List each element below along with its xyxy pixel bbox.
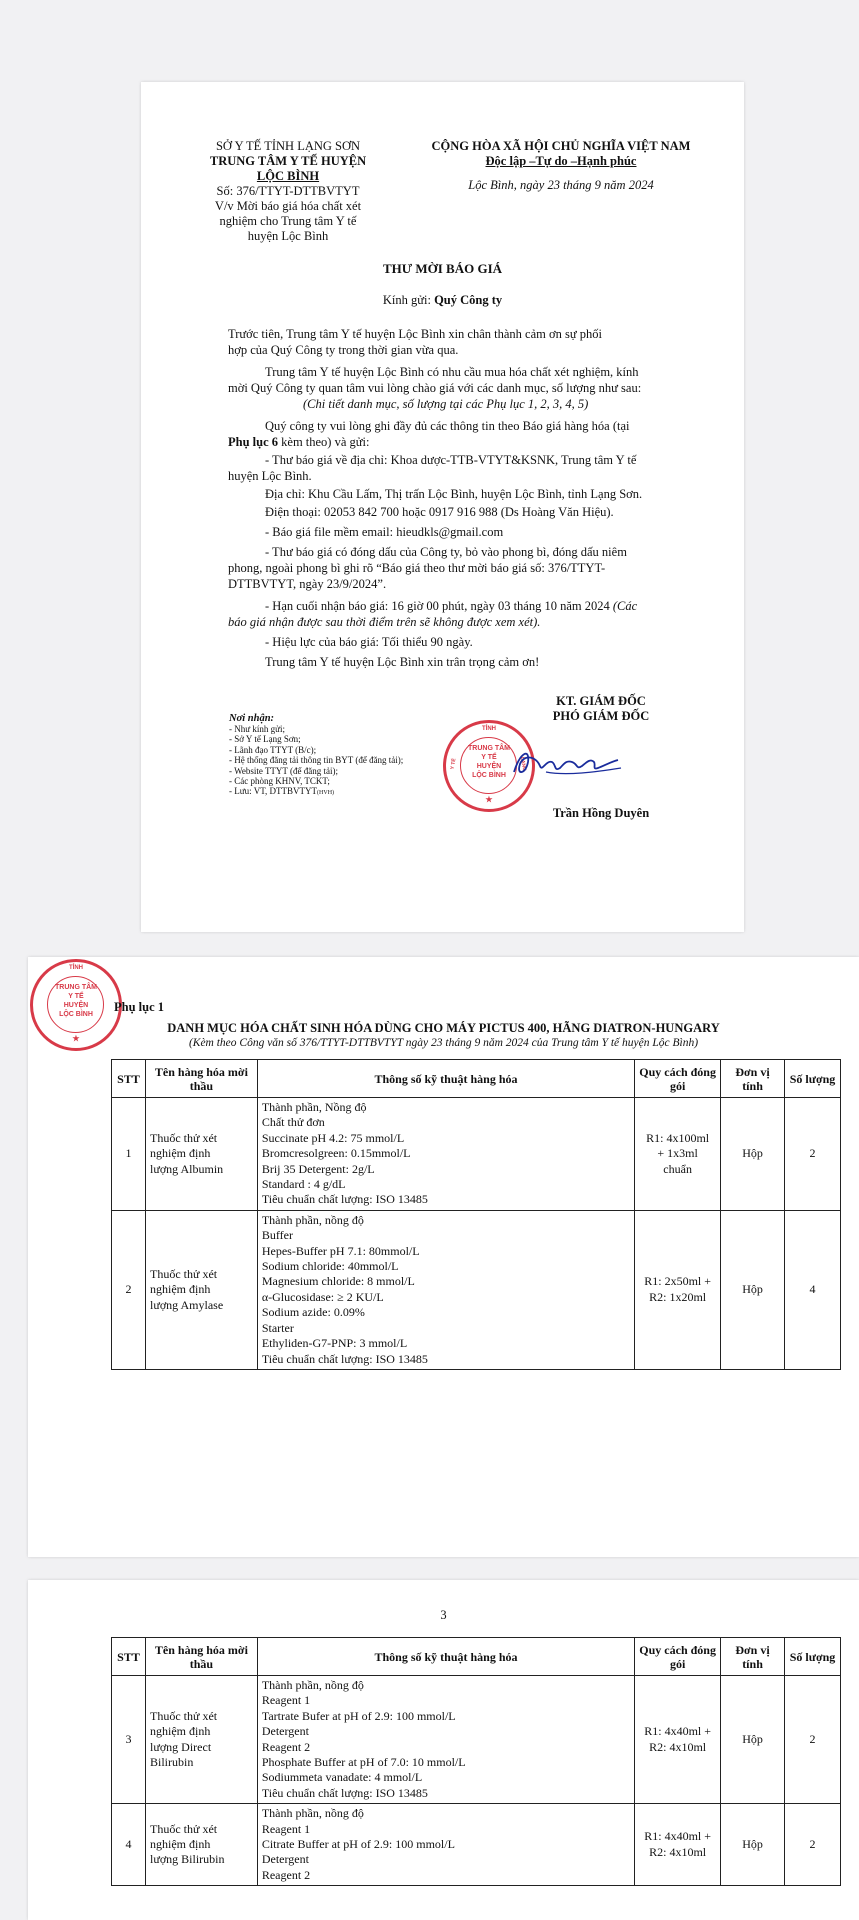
stamp-top-text: TỈNH <box>69 965 83 971</box>
header-spec: Thông số kỹ thuật hàng hóa <box>257 1638 634 1676</box>
recipient-line: - Lãnh đạo TTYT (B/c); <box>229 744 317 755</box>
stamp-arc-left: Y TẾ <box>449 758 458 770</box>
header-spec: Thông số kỹ thuật hàng hóa <box>257 1060 634 1098</box>
row-spec <box>257 1210 634 1369</box>
para3-line1: Quý công ty vui lòng ghi đầy đủ các thông tin theo Báo giá hàng hóa (tại <box>265 419 630 433</box>
deadline-italic-start: (Các <box>612 599 638 613</box>
stamp-line2: Y TẾ <box>68 993 84 1000</box>
name-line: nghiệm định <box>149 1724 211 1739</box>
table-row <box>112 1676 841 1804</box>
greeting-recipient: Quý Công ty <box>434 293 503 307</box>
spec-line: Thành phần, nồng độ <box>261 1678 364 1692</box>
spec-line: Chất thử đơn <box>261 1115 325 1130</box>
spec-line: Hepes-Buffer pH 7.1: 80mmol/L <box>261 1243 420 1258</box>
row-name <box>145 1098 257 1211</box>
para2-line2: mời Quý Công ty quan tâm vui lòng chào giá với các danh mục, số lượng như sau: <box>228 381 642 395</box>
appendix-page-continued <box>28 1580 859 1920</box>
row-unit: Hộp <box>721 1804 785 1886</box>
stamp-line1: TRUNG TÂM <box>468 745 510 752</box>
center-name-line1: TRUNG TÂM Y TẾ HUYỆN <box>209 154 367 168</box>
row-pack <box>635 1098 721 1211</box>
appendix-table <box>111 1059 841 1370</box>
seal-line3: DTTBVTYT, ngày 23/9/2024”. <box>228 577 387 591</box>
row-spec <box>257 1098 634 1211</box>
recipient-line: - Sở Y tế Lạng Sơn; <box>229 734 301 745</box>
pack-line: chuẩn <box>663 1161 692 1176</box>
spec-line: Detergent <box>261 1724 309 1739</box>
email-line: - Báo giá file mềm email: hieudkls@gmail.com <box>265 525 504 539</box>
name-line: nghiệm định <box>149 1282 211 1297</box>
row-pack <box>635 1210 721 1369</box>
stamp-line4: LỘC BÌNH <box>472 772 506 779</box>
spec-line: Sodium azide: 0.09% <box>261 1305 365 1320</box>
signer-name: Trần Hồng Duyên <box>552 806 650 820</box>
appendix-title: DANH MỤC HÓA CHẤT SINH HÓA DÙNG CHO MÁY PICTUS 400, HÃNG DIATRON-HUNGARY <box>167 1021 720 1035</box>
address-line2: huyện Lộc Bình. <box>228 469 312 483</box>
name-line: Thuốc thử xét <box>149 1130 218 1145</box>
spec-line: Tiêu chuẩn chất lượng: ISO 13485 <box>261 1785 428 1800</box>
row-name <box>145 1804 257 1886</box>
row-stt: 3 <box>112 1676 146 1804</box>
pack-line: R2: 1x20ml <box>649 1289 707 1304</box>
street-address: Địa chỉ: Khu Cầu Lấm, Thị trấn Lộc Bình, huyện Lộc Bình, tỉnh Lạng Sơn. <box>265 487 643 501</box>
row-unit: Hộp <box>721 1676 785 1804</box>
name-line: Thuốc thử xét <box>149 1821 218 1836</box>
recipient-initials: (HVH) <box>317 790 335 797</box>
spec-line: Bromcresolgreen: 0.15mmol/L <box>261 1146 411 1161</box>
phone-line: Điện thoại: 02053 842 700 hoặc 0917 916 988 (Ds Hoàng Văn Hiệu). <box>265 505 614 519</box>
appendix6-ref: Phụ lục 6 <box>228 435 279 449</box>
deadline-line2: báo giá nhận được sau thời điểm trên sẽ không được xem xét). <box>228 615 541 629</box>
row-spec <box>257 1804 634 1886</box>
table-header-row <box>112 1638 841 1676</box>
table-row <box>112 1098 841 1211</box>
spec-line: Thành phần, nồng độ <box>261 1212 364 1227</box>
spec-line: Tartrate Bufer at pH of 2.9: 100 mmol/L <box>261 1708 456 1723</box>
para3-line2 <box>228 435 370 451</box>
header-stt: STT <box>112 1638 146 1676</box>
row-unit: Hộp <box>721 1098 785 1211</box>
greeting-label: Kính gửi: <box>382 293 435 307</box>
pack-line: R1: 4x40ml + <box>644 1724 712 1739</box>
spec-line: Brij 35 Detergent: 2g/L <box>261 1161 375 1176</box>
row-pack <box>635 1804 721 1886</box>
name-line: Thuốc thử xét <box>149 1266 218 1281</box>
spec-line: Reagent 1 <box>261 1693 311 1708</box>
row-pack <box>635 1676 721 1804</box>
table-row <box>112 1210 841 1369</box>
validity-line: - Hiệu lực của báo giá: Tối thiểu 90 ngày. <box>265 635 473 649</box>
pack-line: + 1x3ml <box>657 1146 698 1161</box>
pack-line: R2: 4x10ml <box>649 1844 707 1859</box>
thanks-line: Trung tâm Y tế huyện Lộc Bình xin trân trọng cảm ơn! <box>265 655 540 669</box>
table-header-row <box>112 1060 841 1098</box>
pack-line: R1: 2x50ml + <box>644 1274 712 1289</box>
row-name <box>145 1676 257 1804</box>
spec-line: Succinate pH 4.2: 75 mmol/L <box>261 1130 405 1145</box>
header-stt: STT <box>112 1060 146 1098</box>
letter-date: Lộc Bình, ngày 23 tháng 9 năm 2024 <box>468 178 654 192</box>
spec-line: Reagent 1 <box>261 1821 311 1836</box>
seal-line1: - Thư báo giá có đóng dấu của Công ty, bỏ vào phong bì, đóng dấu niêm <box>265 545 627 559</box>
spec-line: Reagent 2 <box>261 1739 311 1754</box>
name-line: lượng Albumin <box>149 1161 224 1176</box>
sign-line1: KT. GIÁM ĐỐC <box>556 694 646 708</box>
spec-line: Detergent <box>261 1852 309 1867</box>
header-unit: Đơn vị tính <box>721 1060 785 1098</box>
recipient-line: - Như kính gửi; <box>229 724 286 734</box>
spec-line: Sodium chloride: 40mmol/L <box>261 1259 399 1274</box>
spec-line: Ethyliden-G7-PNP: 3 mmol/L <box>261 1336 408 1351</box>
para2-note: (Chi tiết danh mục, số lượng tại các Phụ lục 1, 2, 3, 4, 5) <box>303 397 589 411</box>
pack-line: R1: 4x100ml <box>646 1130 710 1145</box>
appendix-label: Phụ lục 1 <box>114 1000 165 1014</box>
header-qty: Số lượng <box>785 1638 841 1676</box>
letter-title: THƯ MỜI BÁO GIÁ <box>382 261 503 276</box>
stamp-top-text: TỈNH <box>482 726 496 732</box>
page-number: 3 <box>440 1608 447 1622</box>
recipients-title: Nơi nhận: <box>229 713 275 724</box>
stamp-star: ★ <box>485 795 493 804</box>
spec-line: Starter <box>261 1320 294 1335</box>
para2-line1: Trung tâm Y tế huyện Lộc Bình có nhu cầu mua hóa chất xét nghiệm, kính <box>265 365 639 379</box>
spec-line: Tiêu chuẩn chất lượng: ISO 13485 <box>261 1351 428 1366</box>
spec-line: Phosphate Buffer at pH of 7.0: 10 mmol/L <box>261 1755 466 1770</box>
spec-line: α-Glucosidase: ≥ 2 KU/L <box>261 1289 384 1304</box>
name-line: lượng Bilirubin <box>149 1852 225 1867</box>
row-unit: Hộp <box>721 1210 785 1369</box>
subject-line3: huyện Lộc Bình <box>247 229 329 243</box>
header-pack: Quy cách đóng gói <box>635 1060 721 1098</box>
row-stt: 2 <box>112 1210 146 1369</box>
recipient-line: - Hệ thống đăng tải thông tin BYT (để đăng tải); <box>229 755 404 766</box>
recipient-archive: - Lưu: VT, DTTBVTYT <box>229 786 318 797</box>
spec-line: Magnesium chloride: 8 mmol/L <box>261 1274 415 1289</box>
spec-line: Buffer <box>261 1228 293 1243</box>
header-name: Tên hàng hóa mời thầu <box>145 1638 257 1676</box>
left-header <box>200 139 376 244</box>
appendix-table-continued <box>111 1637 841 1886</box>
deadline-text: - Hạn cuối nhận báo giá: 16 giờ 00 phút, ngày 03 tháng 10 năm 2024 <box>265 599 613 613</box>
para1-line2: hợp của Quý Công ty trong thời gian vừa qua. <box>228 343 459 357</box>
department-name: SỞ Y TẾ TỈNH LẠNG SƠN <box>215 139 361 153</box>
spec-line: Reagent 2 <box>261 1867 311 1882</box>
appendix-page <box>28 957 859 1557</box>
letter-page <box>141 82 744 932</box>
row-stt: 1 <box>112 1098 146 1211</box>
stamp-line3: HUYỆN <box>476 763 502 770</box>
greeting <box>141 293 744 308</box>
recipient-line: - Website TTYT (để đăng tải); <box>229 765 338 776</box>
row-qty: 4 <box>785 1210 841 1369</box>
stamp-line1: TRUNG TÂM <box>55 984 97 991</box>
row-spec <box>257 1676 634 1804</box>
right-header <box>411 139 711 193</box>
table-row <box>112 1804 841 1886</box>
seal-line2: phong, ngoài phong bì ghi rõ “Báo giá theo thư mời báo giá số: 376/TTYT- <box>228 561 606 575</box>
name-line: lượng Amylase <box>149 1297 224 1312</box>
header-pack: Quy cách đóng gói <box>635 1638 721 1676</box>
address-line1: - Thư báo giá về địa chỉ: Khoa dược-TTB-VTYT&KSNK, Trung tâm Y tế <box>265 453 637 467</box>
stamp-star: ★ <box>72 1034 80 1043</box>
stamp-arc-right: LẠNG <box>518 756 528 772</box>
header-name: Tên hàng hóa mời thầu <box>145 1060 257 1098</box>
nation-motto: Độc lập –Tự do –Hạnh phúc <box>485 154 637 168</box>
stamp-line3: HUYỆN <box>63 1002 89 1009</box>
deadline-line1 <box>265 599 637 615</box>
spec-line: Thành phần, Nồng độ <box>261 1100 367 1114</box>
spec-line: Thành phần, nồng độ <box>261 1806 364 1821</box>
recipient-line <box>229 786 403 798</box>
name-line: nghiệm định <box>149 1837 211 1852</box>
spec-line: Tiêu chuẩn chất lượng: ISO 13485 <box>261 1192 428 1207</box>
stamp-line2: Y TẾ <box>481 754 497 761</box>
row-qty: 2 <box>785 1676 841 1804</box>
header-unit: Đơn vị tính <box>721 1638 785 1676</box>
name-line: nghiệm định <box>149 1146 211 1161</box>
pack-line: R2: 4x10ml <box>649 1739 707 1754</box>
row-name <box>145 1210 257 1369</box>
subject-line1: V/v Mời báo giá hóa chất xét <box>214 199 362 213</box>
row-qty: 2 <box>785 1804 841 1886</box>
spec-line: Citrate Buffer at pH of 2.9: 100 mmol/L <box>261 1837 455 1852</box>
name-line: Bilirubin <box>149 1755 194 1770</box>
document-number: Số: 376/TTYT-DTTBVTYT <box>216 184 360 198</box>
handwritten-signature <box>506 742 626 782</box>
nation-name: CỘNG HÒA XÃ HỘI CHỦ NGHĨA VIỆT NAM <box>431 139 691 153</box>
pack-line: R1: 4x40ml + <box>644 1829 712 1844</box>
recipient-line: - Các phòng KHNV, TCKT; <box>229 776 330 787</box>
sign-line2: PHÓ GIÁM ĐỐC <box>552 709 650 723</box>
spec-line: Sodiummeta vanadate: 4 mmol/L <box>261 1770 423 1785</box>
stamp-line4: LỘC BÌNH <box>59 1011 93 1018</box>
signature-title <box>501 694 701 724</box>
spec-line: Standard : 4 g/dL <box>261 1177 346 1192</box>
appendix-subtitle: (Kèm theo Công văn số 376/TTYT-DTTBVTYT ngày 23 tháng 9 năm 2024 của Trung tâm Y tế huyện Lộc Bình) <box>188 1037 699 1049</box>
para3-rest: kèm theo) và gửi: <box>278 435 370 449</box>
name-line: lượng Direct <box>149 1739 212 1754</box>
header-qty: Số lượng <box>785 1060 841 1098</box>
row-qty: 2 <box>785 1098 841 1211</box>
center-name-line2: LỘC BÌNH <box>256 169 320 183</box>
name-line: Thuốc thử xét <box>149 1708 218 1723</box>
subject-line2: nghiệm cho Trung tâm Y tế <box>219 214 357 228</box>
para1-line1: Trước tiên, Trung tâm Y tế huyện Lộc Bình xin chân thành cảm ơn sự phối <box>228 327 602 341</box>
recipients-block <box>229 713 403 799</box>
row-stt: 4 <box>112 1804 146 1886</box>
